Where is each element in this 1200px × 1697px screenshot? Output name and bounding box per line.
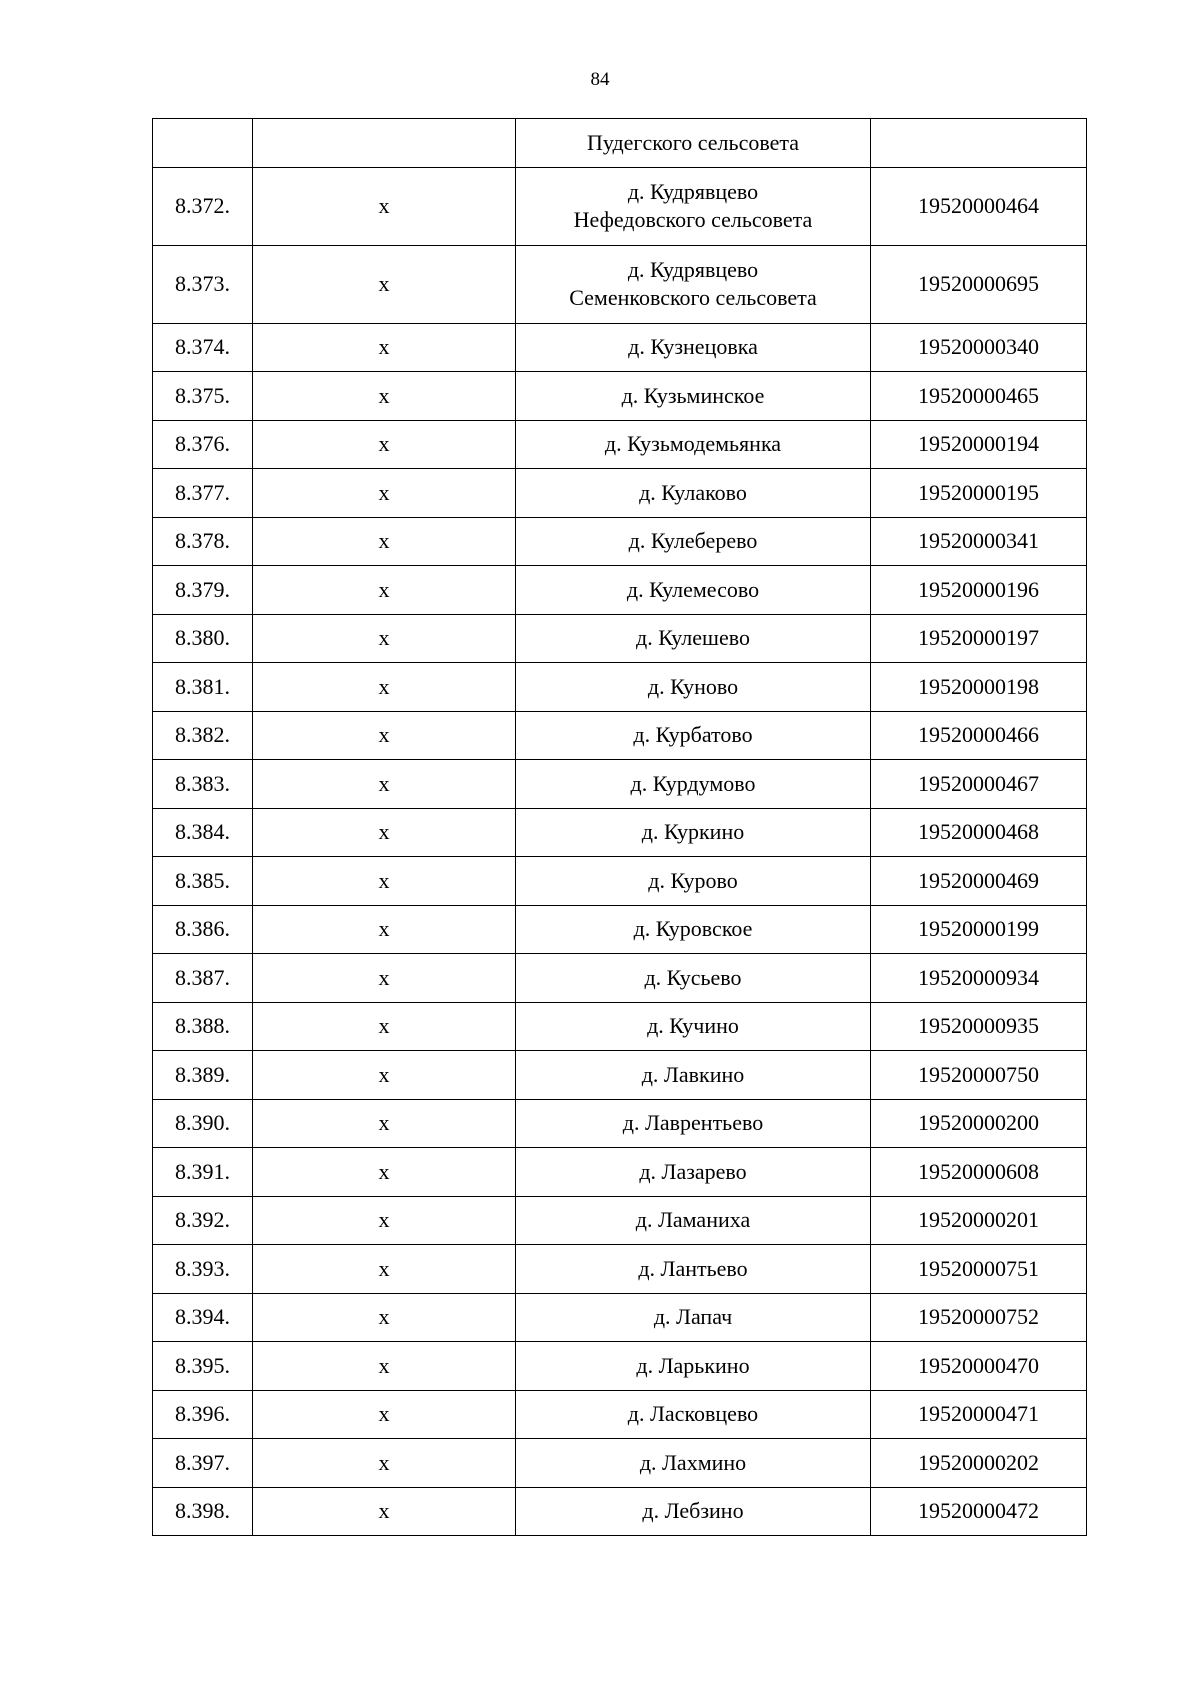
code-cell: 19520000196: [871, 566, 1087, 615]
mark-cell: х: [253, 1099, 516, 1148]
settlement-name: д. Ларькино: [636, 1352, 750, 1378]
code-cell: 19520000199: [871, 905, 1087, 954]
table-row: [153, 1196, 1087, 1245]
code-cell: 19520000752: [871, 1293, 1087, 1342]
table-row: [153, 1051, 1087, 1100]
row-number-cell: 8.383.: [153, 760, 253, 809]
table-row: [153, 808, 1087, 857]
table-row: [153, 905, 1087, 954]
row-number-cell: 8.380.: [153, 614, 253, 663]
row-number-cell: 8.384.: [153, 808, 253, 857]
row-number-cell: 8.386.: [153, 905, 253, 954]
settlement-name-cell: [516, 517, 871, 566]
settlement-name: д. Курово: [648, 867, 738, 893]
settlement-name: д. Куровское: [633, 916, 753, 942]
row-number-cell: 8.377.: [153, 469, 253, 518]
settlement-name: д. Кудрявцево: [627, 179, 759, 204]
code-cell: 19520000470: [871, 1342, 1087, 1391]
table-row: [153, 1002, 1087, 1051]
row-number-cell: 8.392.: [153, 1196, 253, 1245]
mark-cell: х: [253, 1002, 516, 1051]
mark-cell: х: [253, 857, 516, 906]
row-number-cell: 8.385.: [153, 857, 253, 906]
settlement-name: д. Лантьево: [638, 1255, 748, 1281]
settlement-name-cell: [516, 954, 871, 1003]
code-cell: 19520000465: [871, 372, 1087, 421]
settlement-name-cell: [516, 1245, 871, 1294]
mark-cell: х: [253, 420, 516, 469]
settlement-name-cell: [516, 1293, 871, 1342]
settlement-name-cell: [516, 711, 871, 760]
row-number-cell: 8.390.: [153, 1099, 253, 1148]
settlement-name-cell: [516, 808, 871, 857]
row-number-cell: 8.381.: [153, 663, 253, 712]
page-number: 84: [590, 69, 610, 90]
settlement-name-cell: [516, 372, 871, 421]
row-number-cell: 8.396.: [153, 1390, 253, 1439]
row-number-cell: 8.375.: [153, 372, 253, 421]
settlement-name: д. Лаврентьево: [622, 1110, 764, 1136]
settlement-name: д. Куново: [647, 673, 739, 699]
code-cell: 19520000202: [871, 1439, 1087, 1488]
settlement-name-cell: [516, 1390, 871, 1439]
table-row: [153, 857, 1087, 906]
mark-cell: х: [253, 614, 516, 663]
mark-cell: х: [253, 517, 516, 566]
table-row: [153, 711, 1087, 760]
table-row: [153, 1148, 1087, 1197]
settlement-name-cell: [516, 1051, 871, 1100]
code-cell: 19520000468: [871, 808, 1087, 857]
settlement-name: д. Лазарево: [639, 1158, 747, 1184]
settlement-name-cell: Пудегского сельсовета: [516, 119, 871, 168]
mark-cell: х: [253, 566, 516, 615]
table-row: [153, 1293, 1087, 1342]
row-number-cell: 8.372.: [153, 167, 253, 245]
table-row: [153, 1245, 1087, 1294]
settlement-name-cell: [516, 167, 871, 245]
row-number-cell: 8.373.: [153, 245, 253, 323]
settlement-name-cell: [516, 1487, 871, 1536]
table-row: [153, 760, 1087, 809]
mark-cell: х: [253, 1390, 516, 1439]
mark-cell: х: [253, 372, 516, 421]
settlement-name: д. Лавкино: [641, 1061, 745, 1087]
code-cell: 19520000934: [871, 954, 1087, 1003]
settlement-name: д. Кузнецовка: [628, 334, 758, 360]
settlement-name-cell: [516, 469, 871, 518]
settlement-name-cell: [516, 323, 871, 372]
mark-cell: х: [253, 1051, 516, 1100]
settlement-name-cell: [516, 420, 871, 469]
table-row: [153, 517, 1087, 566]
table-row: [153, 469, 1087, 518]
mark-cell: х: [253, 760, 516, 809]
code-cell: 19520000466: [871, 711, 1087, 760]
code-cell: 19520000608: [871, 1148, 1087, 1197]
settlement-council: Семенковского сельсовета: [569, 285, 817, 310]
table-row: [153, 420, 1087, 469]
row-number-cell: 8.397.: [153, 1439, 253, 1488]
settlement-name: д. Кулеберево: [628, 528, 758, 554]
settlement-name: д. Кусьево: [644, 964, 742, 990]
settlement-name: д. Ласковцево: [627, 1401, 759, 1427]
settlement-name-cell: [516, 1148, 871, 1197]
code-cell: 19520000198: [871, 663, 1087, 712]
settlement-name: д. Кузьминское: [621, 382, 765, 408]
table-row: [153, 167, 1087, 245]
mark-cell: х: [253, 1293, 516, 1342]
mark-cell: х: [253, 323, 516, 372]
settlement-name: д. Кузьмодемьянка: [604, 431, 782, 457]
settlement-name: д. Курдумово: [630, 770, 756, 796]
table-row: [153, 1439, 1087, 1488]
code-cell: 19520000464: [871, 167, 1087, 245]
table-row: [153, 1487, 1087, 1536]
code-cell: 19520000750: [871, 1051, 1087, 1100]
settlement-name-cell: [516, 1439, 871, 1488]
table-row: [153, 614, 1087, 663]
table-row: [153, 372, 1087, 421]
mark-cell: х: [253, 1342, 516, 1391]
table-row: [153, 663, 1087, 712]
mark-cell: х: [253, 954, 516, 1003]
code-cell: 19520000195: [871, 469, 1087, 518]
row-number-cell: 8.391.: [153, 1148, 253, 1197]
mark-cell: х: [253, 808, 516, 857]
code-cell: 19520000471: [871, 1390, 1087, 1439]
settlement-name: д. Курбатово: [633, 722, 753, 748]
continuation-row: [153, 119, 1087, 168]
code-cell: 19520000341: [871, 517, 1087, 566]
settlement-council: Нефедовского сельсовета: [573, 207, 813, 232]
settlement-name: д. Лапач: [653, 1304, 733, 1330]
code-cell: 19520000935: [871, 1002, 1087, 1051]
code-cell: [871, 119, 1087, 168]
settlement-name-cell: [516, 614, 871, 663]
settlement-name: д. Кудрявцево: [627, 257, 759, 282]
settlement-name-cell: [516, 857, 871, 906]
mark-cell: х: [253, 1487, 516, 1536]
row-number-cell: 8.374.: [153, 323, 253, 372]
settlements-table: [152, 118, 1087, 1536]
settlement-name: д. Кулемесово: [626, 576, 760, 602]
code-cell: 19520000201: [871, 1196, 1087, 1245]
mark-cell: х: [253, 1439, 516, 1488]
row-number-cell: 8.378.: [153, 517, 253, 566]
row-number-cell: 8.388.: [153, 1002, 253, 1051]
row-number-cell: 8.376.: [153, 420, 253, 469]
settlement-name: д. Лебзино: [642, 1498, 744, 1524]
mark-cell: х: [253, 1245, 516, 1294]
settlement-name: д. Кулешево: [636, 625, 750, 651]
table-row: [153, 323, 1087, 372]
row-number-cell: 8.394.: [153, 1293, 253, 1342]
code-cell: 19520000467: [871, 760, 1087, 809]
row-number-cell: [153, 119, 253, 168]
row-number-cell: 8.382.: [153, 711, 253, 760]
settlement-name-cell: [516, 245, 871, 323]
row-number-cell: 8.398.: [153, 1487, 253, 1536]
code-cell: 19520000469: [871, 857, 1087, 906]
mark-cell: х: [253, 1196, 516, 1245]
code-cell: 19520000340: [871, 323, 1087, 372]
mark-cell: х: [253, 167, 516, 245]
mark-cell: х: [253, 469, 516, 518]
code-cell: 19520000695: [871, 245, 1087, 323]
row-number-cell: 8.393.: [153, 1245, 253, 1294]
row-number-cell: 8.395.: [153, 1342, 253, 1391]
mark-cell: х: [253, 1148, 516, 1197]
table-row: [153, 245, 1087, 323]
settlement-name-cell: [516, 1002, 871, 1051]
row-number-cell: 8.389.: [153, 1051, 253, 1100]
table-row: [153, 954, 1087, 1003]
settlement-name: д. Лахмино: [639, 1449, 747, 1475]
code-cell: 19520000200: [871, 1099, 1087, 1148]
row-number-cell: 8.387.: [153, 954, 253, 1003]
settlement-name: д. Куркино: [641, 819, 745, 845]
settlement-name-cell: [516, 1196, 871, 1245]
code-cell: 19520000751: [871, 1245, 1087, 1294]
settlement-name: д. Кулаково: [639, 479, 747, 505]
table-row: [153, 1342, 1087, 1391]
settlement-name-cell: [516, 1099, 871, 1148]
code-cell: 19520000194: [871, 420, 1087, 469]
mark-cell: [253, 119, 516, 168]
settlement-name-cell: [516, 905, 871, 954]
settlement-name: д. Ламаниха: [635, 1207, 751, 1233]
table-body: [153, 119, 1087, 1536]
table-row: [153, 1099, 1087, 1148]
settlement-name-cell: [516, 1342, 871, 1391]
mark-cell: х: [253, 663, 516, 712]
settlement-name: д. Кучино: [647, 1013, 739, 1039]
settlement-name-cell: [516, 566, 871, 615]
code-cell: 19520000472: [871, 1487, 1087, 1536]
mark-cell: х: [253, 905, 516, 954]
settlement-name-cell: [516, 760, 871, 809]
mark-cell: х: [253, 245, 516, 323]
code-cell: 19520000197: [871, 614, 1087, 663]
table-row: [153, 1390, 1087, 1439]
row-number-cell: 8.379.: [153, 566, 253, 615]
table-row: [153, 566, 1087, 615]
mark-cell: х: [253, 711, 516, 760]
settlement-name-cell: [516, 663, 871, 712]
